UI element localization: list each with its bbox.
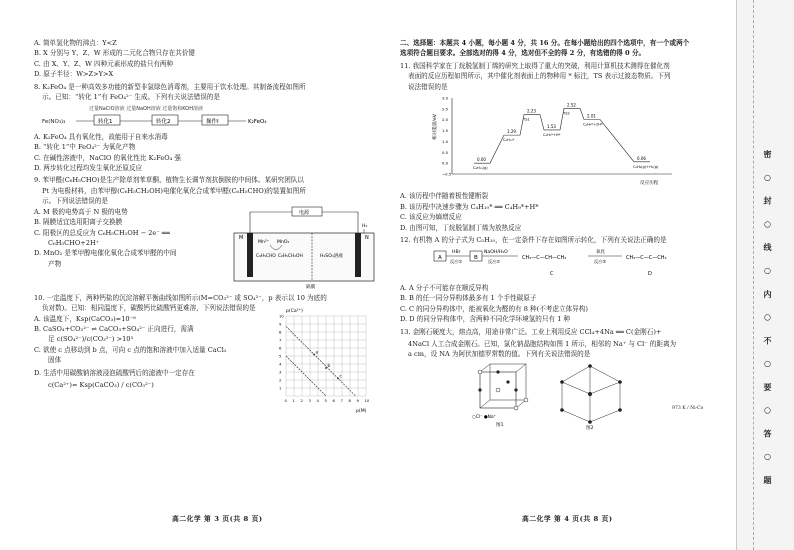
q11-species-label: TS1 bbox=[523, 117, 530, 122]
q9-option-d-cont: 产物 bbox=[48, 259, 62, 268]
q10-option-b-cont: 足 c(SO₄²⁻)/c(CO₃²⁻) >10³ bbox=[48, 335, 134, 344]
q10-option-a: A. 该温度下，Ksp(CaCO₃)=10⁻⁸ bbox=[34, 314, 136, 323]
q12-ox: 氧化 bbox=[596, 250, 606, 256]
q11-y-tick: 1.0 bbox=[442, 138, 449, 144]
q11-x-label: 反应历程 bbox=[640, 181, 659, 187]
q9-electrode-n bbox=[355, 233, 361, 277]
q10-x-tick: 1 bbox=[292, 397, 295, 403]
q10-x-tick: 5 bbox=[324, 397, 327, 403]
q13-stem-3: a cm，设 NA 为阿伏加德罗常数的值。下列有关说法错误的是 bbox=[408, 350, 591, 359]
q10-y-tick: 9 bbox=[279, 321, 282, 326]
q10-y-tick: 1 bbox=[279, 385, 282, 390]
q10-x-tick: 3 bbox=[308, 397, 311, 403]
q10-y-tick: 10 bbox=[279, 313, 284, 318]
q9-mn2-label: Mn²⁺ bbox=[258, 239, 270, 245]
q12-naoh: NaOH/H₂O bbox=[484, 250, 508, 256]
q9-membrane-label: 隔膜 bbox=[306, 284, 316, 289]
q9-electrode-m bbox=[247, 233, 253, 277]
q11-energy-value: 2.23 bbox=[527, 108, 536, 114]
q12-d-structure: CH₃—C—C—CH₃ bbox=[626, 255, 667, 262]
q12-flow bbox=[400, 245, 700, 279]
q11-option-c: C. 该反应为熵增反应 bbox=[400, 213, 462, 222]
q8-flow-box2: 转化2 bbox=[156, 119, 171, 126]
q11-y-tick: 0.0 bbox=[442, 160, 449, 166]
q11-stem-1: 11. 我国科学家在丁烷脱氢制丁烯的研究上取得了重大的突破，利用计算机技术测得在催化剂 bbox=[400, 61, 670, 70]
q11-y-tick: 1.5 bbox=[442, 128, 449, 134]
q8-stem-1: 8. K₂FeO₄ 是一种高效多功能的新型非氯绿色消毒剂，主要用于饮水处理。其制备流程如图所 bbox=[34, 82, 306, 91]
q10-option-c-cont: 固体 bbox=[48, 356, 62, 365]
q8-flowchart bbox=[34, 102, 294, 128]
right-column bbox=[400, 38, 732, 523]
q9-option-c: C. 阳极区的总反应为 C₆H₅CH₂OH − 2e⁻ ══ bbox=[34, 228, 170, 237]
q11-species-label: C₄H₁₀(g) bbox=[473, 166, 488, 171]
q10-curve bbox=[286, 356, 326, 396]
q10-x-tick: 4 bbox=[316, 397, 319, 403]
q9-product-label: C₆H₅CHO bbox=[256, 253, 276, 259]
q12-cond3: 反应③ bbox=[594, 259, 607, 265]
footer-right: 高二化学 第 4 页(共 8 页) bbox=[522, 515, 613, 523]
q10-x-tick: 9 bbox=[356, 397, 359, 403]
q10-point-label: c bbox=[339, 372, 342, 378]
q11-y-tick: 2.5 bbox=[442, 106, 449, 112]
q8-option-b: B. “转化 1”中 FeO₄²⁻ 为氧化产物 bbox=[34, 143, 136, 152]
q10-point-label: a bbox=[315, 348, 318, 354]
q10-x-tick: 0 bbox=[284, 397, 287, 403]
q12-option-a: A. A 分子不可能存在顺反异构 bbox=[400, 283, 489, 292]
q10-y-tick: 5 bbox=[279, 353, 282, 358]
q10-x-tick: 7 bbox=[340, 397, 343, 403]
q9-option-c-cont: C₆H₅CHO+2H⁺ bbox=[48, 238, 100, 247]
q12-b: B bbox=[474, 255, 478, 262]
seal-strip bbox=[736, 0, 794, 550]
q8-flow-reagents: 过量NaClO溶液 过量NaOH溶液 过量饱和KOH溶液 bbox=[89, 106, 204, 113]
q13-reaction-condition: 973 K / Ni-Co bbox=[672, 406, 704, 411]
q11-stem-2: 表面的反应历程如图所示，其中催化剂表面上的物种用 * 标注，TS 表示过渡态物质。下列 bbox=[408, 72, 671, 81]
q13-legend: ○Cl⁻ ●Na⁺ bbox=[472, 414, 496, 420]
q9-stem-1: 9. 苯甲醛(C₆H₅CHO)是生产除草剂苯草酮、植物生长调节剂抗倒胺的中间体。某研究团队以 bbox=[34, 176, 305, 185]
q10-x-tick: 6 bbox=[332, 397, 335, 403]
q11-y-tick: −0.5 bbox=[442, 171, 452, 177]
q10-option-b: B. CaSO₄+CO₃²⁻ ⇌ CaCO₃+SO₄²⁻ 正向进行，需满 bbox=[34, 324, 194, 333]
q11-energy-value: 0.00 bbox=[477, 157, 486, 163]
q10-y-tick: 7 bbox=[279, 337, 282, 342]
q9-reactant-label: C₆H₅CH₂OH bbox=[278, 253, 303, 259]
q10-stem-2: 负对数)。已知：相同温度下，碳酸钙比硫酸钙更难溶，下列说法错误的是 bbox=[42, 304, 256, 313]
q7-option-d: D. 原子半径：W>Z>Y>X bbox=[34, 70, 114, 79]
q13-fig2-label: 图2 bbox=[586, 425, 594, 430]
q12-option-b: B. B 的任一同分异构体最多有 1 个手性碳原子 bbox=[400, 294, 537, 303]
q11-option-d: D. 由图可知，丁烷脱氢制丁烯为放热反应 bbox=[400, 223, 522, 232]
q11-energy-value: 1.29 bbox=[507, 129, 516, 135]
q9-power-label: 电源 bbox=[299, 209, 310, 216]
q13-fig2-diamond bbox=[560, 364, 622, 424]
q8-flow-start: Fe(NO₃)₃ bbox=[42, 119, 66, 126]
q12-c-label: C bbox=[550, 271, 554, 278]
q11-energy-value: 1.53 bbox=[547, 123, 556, 129]
q7-option-a: A. 简单氢化物的沸点：Y<Z bbox=[34, 39, 117, 47]
q9-cell-diagram bbox=[230, 205, 380, 289]
q11-y-label: 相对能量/eV bbox=[433, 114, 438, 141]
q11-stem-3: 说法错误的是 bbox=[408, 82, 448, 91]
q13-stem-1: 13. 金刚石硬度大，熔点高，用途非常广泛。工业上利用反应 CCl₄+4Na ══ C(金刚石)+ bbox=[400, 327, 662, 336]
q12-a: A bbox=[438, 255, 442, 262]
q11-axes bbox=[452, 98, 672, 174]
q9-h2-label: H₂ bbox=[362, 223, 368, 229]
q10-x-tick: 2 bbox=[300, 397, 303, 403]
q7-option-b: B. X 分别与 Y、Z、W 形成的二元化合物只存在共价键 bbox=[34, 49, 196, 58]
q10-y-tick: 4 bbox=[279, 361, 282, 366]
q11-energy-value: 0.06 bbox=[637, 155, 646, 161]
q12-cond2: 反应② bbox=[488, 259, 501, 265]
q8-option-c: C. 在碱性溶液中，NaClO 的氧化性比 K₂FeO₄ 强 bbox=[34, 153, 182, 162]
q10-y-tick: 3 bbox=[279, 369, 282, 374]
q10-option-d: D. 生活中用碳酸钠溶液浸泡硫酸钙后的滤液中一定存在 bbox=[34, 368, 195, 377]
q9-stem-2: Pt 为电极材料，由苯甲醇(C₆H₅CH₂OH)电催化氧化合成苯甲醛(C₆H₅CHO)的装置如图所 bbox=[42, 186, 306, 195]
q12-d-label: D bbox=[648, 271, 652, 278]
footer-left: 高二化学 第 3 页(共 8 页) bbox=[172, 515, 263, 523]
q9-option-b: B. 隔膜适宜选用阳离子交换膜 bbox=[34, 218, 123, 227]
q11-species-label: C₄H₁₀* bbox=[503, 138, 515, 143]
q10-y-tick: 6 bbox=[279, 345, 282, 350]
q11-y-tick: 0.5 bbox=[442, 149, 449, 155]
seal-dashed-line bbox=[753, 0, 754, 550]
q11-option-b: B. 该历程中决速步骤为 C₄H₁₀* ══ C₄H₉*+H* bbox=[400, 202, 539, 211]
q11-species-label: C₄H₉*+H* bbox=[543, 132, 561, 137]
q10-y-tick: 8 bbox=[279, 329, 282, 334]
q12-c-structure: CH₃—C—CH—CH₃ bbox=[522, 255, 567, 262]
q13-fig1-label: 图1 bbox=[496, 422, 504, 428]
q12-option-d: D. D 的同分异构体中，含两种不同化学环境氢的只有 1 种 bbox=[400, 315, 571, 324]
q11-energy-value: 2.01 bbox=[587, 113, 596, 119]
q12-hbr: HBr bbox=[452, 250, 461, 256]
q11-energy-chart bbox=[430, 92, 690, 188]
q12-cond1: 反应① bbox=[450, 259, 463, 265]
q7-option-c: C. 由 X、Y、Z、W 四种元素形成的盐只有两种 bbox=[34, 59, 174, 68]
q9-n-label: N bbox=[365, 234, 369, 241]
q9-mno2-label: MnO₂ bbox=[277, 239, 290, 245]
section-title-2: 选项符合题目要求。全部选对的得 4 分，选对但不全的得 2 分，有选错的得 0 分。 bbox=[400, 49, 646, 58]
q10-chart bbox=[272, 304, 376, 416]
q13-stem-2: 4NaCl 人工合成金刚石。已知，氯化钠晶胞结构如图 1 所示，相邻的 Na⁺ 与 Cl⁻ 的距离为 bbox=[408, 339, 677, 348]
q13-figures bbox=[470, 360, 670, 430]
q11-y-tick: 3.0 bbox=[442, 95, 449, 101]
q8-flow-end: K₂FeO₄ bbox=[248, 119, 267, 126]
q8-stem-2: 示。已知：“转化 1”有 FeO₄²⁻ 生成。下列有关说法错误的是 bbox=[42, 93, 220, 102]
q9-option-d: D. MnO₂ 是苯甲醇电催化氧化合成苯甲醛的中间 bbox=[34, 249, 177, 258]
q9-electrolyte-label: H₂SO₄溶液 bbox=[320, 253, 343, 259]
q11-energy-value: 2.52 bbox=[567, 102, 576, 108]
q10-x-tick: 8 bbox=[348, 397, 351, 403]
q9-option-a: A. M 极的电势高于 N 极的电势 bbox=[34, 207, 128, 216]
q10-curve bbox=[286, 326, 356, 396]
q10-y-tick: 2 bbox=[279, 377, 282, 382]
q9-stem-3: 示。下列说法错误的是 bbox=[42, 197, 108, 206]
q8-flow-box3: 操作I bbox=[206, 119, 219, 126]
q10-x-label: p(M) bbox=[356, 408, 367, 414]
q10-stem-1: 10. 一定温度下，两种钙盐的沉淀溶解平衡曲线如图所示(M=CO₃²⁻ 或 SO₄²⁻，p 表示以 10 为底的 bbox=[34, 293, 327, 302]
q11-species-label: C₄H₈(g)+H₂(g) bbox=[633, 164, 659, 169]
q11-energy-path bbox=[474, 108, 650, 163]
q11-species-label: TS2 bbox=[563, 111, 570, 116]
q11-option-a: A. 该历程中伴随着极性键断裂 bbox=[400, 192, 489, 201]
q8-flow-box1: 转化1 bbox=[98, 119, 113, 126]
q11-species-label: C₄H₈*+2H* bbox=[583, 122, 603, 127]
q10-option-c: C. 欲使 c 点移动到 b 点，可向 c 点的饱和溶液中加入适量 CaCl₂ bbox=[34, 345, 227, 354]
q10-option-d-formula: c(Ca²⁺)= Ksp(CaCO₃) / c(CO₃²⁻) bbox=[48, 380, 154, 389]
q13-fig1-cube bbox=[478, 364, 528, 410]
q10-point-label: b bbox=[327, 362, 331, 368]
q12-option-c: C. C 的同分异构体中，能被氧化为醛的有 8 种(不考虑立体异构) bbox=[400, 304, 588, 313]
q10-y-label: p(Ca²⁺) bbox=[286, 308, 303, 314]
seal-text: 密 ○ 封 ○ 线 ○ 内 ○ 不 ○ 要 ○ 答 ○ 题 bbox=[763, 150, 772, 490]
q10-x-tick: 10 bbox=[364, 397, 370, 403]
q9-m-label: M bbox=[239, 234, 244, 241]
left-column bbox=[34, 38, 374, 523]
q8-option-a: A. K₂FeO₄ 具有氧化性，故能用于自来水消毒 bbox=[34, 132, 168, 141]
q8-option-d: D. 两步转化过程均发生氧化还原反应 bbox=[34, 164, 143, 173]
q11-y-tick: 2.0 bbox=[442, 117, 449, 123]
section-title-1: 二、选择题：本题共 4 小题，每小题 4 分，共 16 分。在每小题给出的四个选项中，有一个或两个 bbox=[400, 39, 690, 47]
q12-stem: 12. 有机物 A 的分子式为 C₅H₁₀，在一定条件下存在如图所示转化，下列有关说法正确的是 bbox=[400, 236, 667, 245]
